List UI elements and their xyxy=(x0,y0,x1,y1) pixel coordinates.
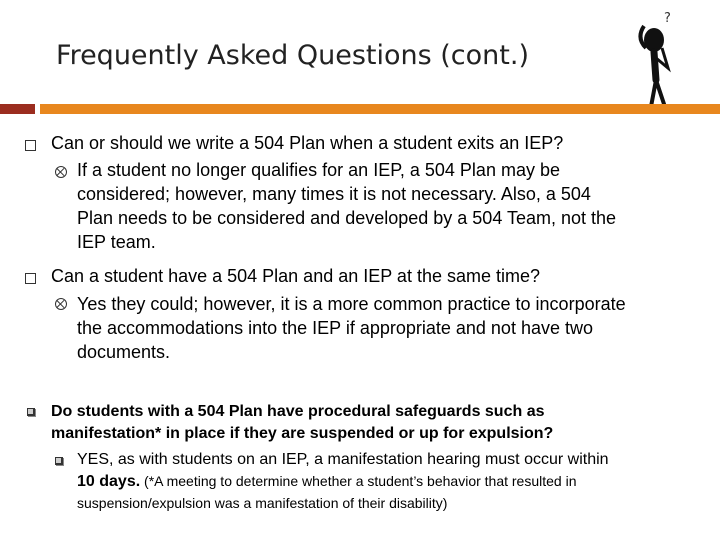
faq-answer-2 xyxy=(77,292,717,364)
accent-bar-left xyxy=(0,104,35,114)
faq-answer-3 xyxy=(77,449,717,513)
faq-answer-3-line-1: YES, as with students on an IEP, a manifestation hearing must occur within xyxy=(77,451,609,468)
faq-question-1: Can or should we write a 504 Plan when a student exits an IEP? xyxy=(51,133,564,153)
3d-square-bullet-icon xyxy=(27,408,35,416)
square-bullet-icon xyxy=(25,140,36,151)
faq-answer-1-line-2: considered; however, many times it is not necessary. Also, a 504 xyxy=(77,184,591,204)
faq-answer-1-line-1: If a student no longer qualifies for an IEP, a 504 Plan may be xyxy=(77,160,560,180)
circle-x-bullet-icon xyxy=(55,166,67,178)
faq-answer-3-note-line-2: suspension/expulsion was a manifestation of their disability) xyxy=(77,495,448,511)
faq-answer-3-line-2 xyxy=(77,471,717,493)
slide-title: Frequently Asked Questions (cont.) xyxy=(56,40,529,71)
3d-square-bullet-icon xyxy=(55,457,63,465)
faq-answer-1-line-3: Plan needs to be considered and developed by a 504 Team, not the xyxy=(77,208,617,228)
svg-text:?: ? xyxy=(664,11,671,26)
faq-answer-1-line-4: IEP team. xyxy=(77,232,156,252)
accent-bar xyxy=(40,104,720,114)
faq-answer-1 xyxy=(77,158,717,254)
circle-x-bullet-icon xyxy=(55,298,67,310)
faq-answer-3-note: (*A meeting to determine whether a student’s behavior that resulted in xyxy=(140,473,577,489)
faq-answer-3-emphasis: 10 days. xyxy=(77,473,141,490)
faq-answer-2-line-1: Yes they could; however, it is a more common practice to incorporate xyxy=(77,294,626,314)
faq-question-3-line-1: Do students with a 504 Plan have procedural safeguards such as xyxy=(51,403,545,420)
square-bullet-icon xyxy=(25,273,36,284)
faq-answer-2-line-3: documents. xyxy=(77,342,171,362)
faq-question-3 xyxy=(51,401,711,445)
faq-question-3-line-2: manifestation* in place if they are suspended or up for expulsion? xyxy=(51,425,554,442)
faq-answer-2-line-2: the accommodations into the IEP if appropriate and not have two xyxy=(77,318,593,338)
faq-question-2: Can a student have a 504 Plan and an IEP at the same time? xyxy=(51,266,540,286)
